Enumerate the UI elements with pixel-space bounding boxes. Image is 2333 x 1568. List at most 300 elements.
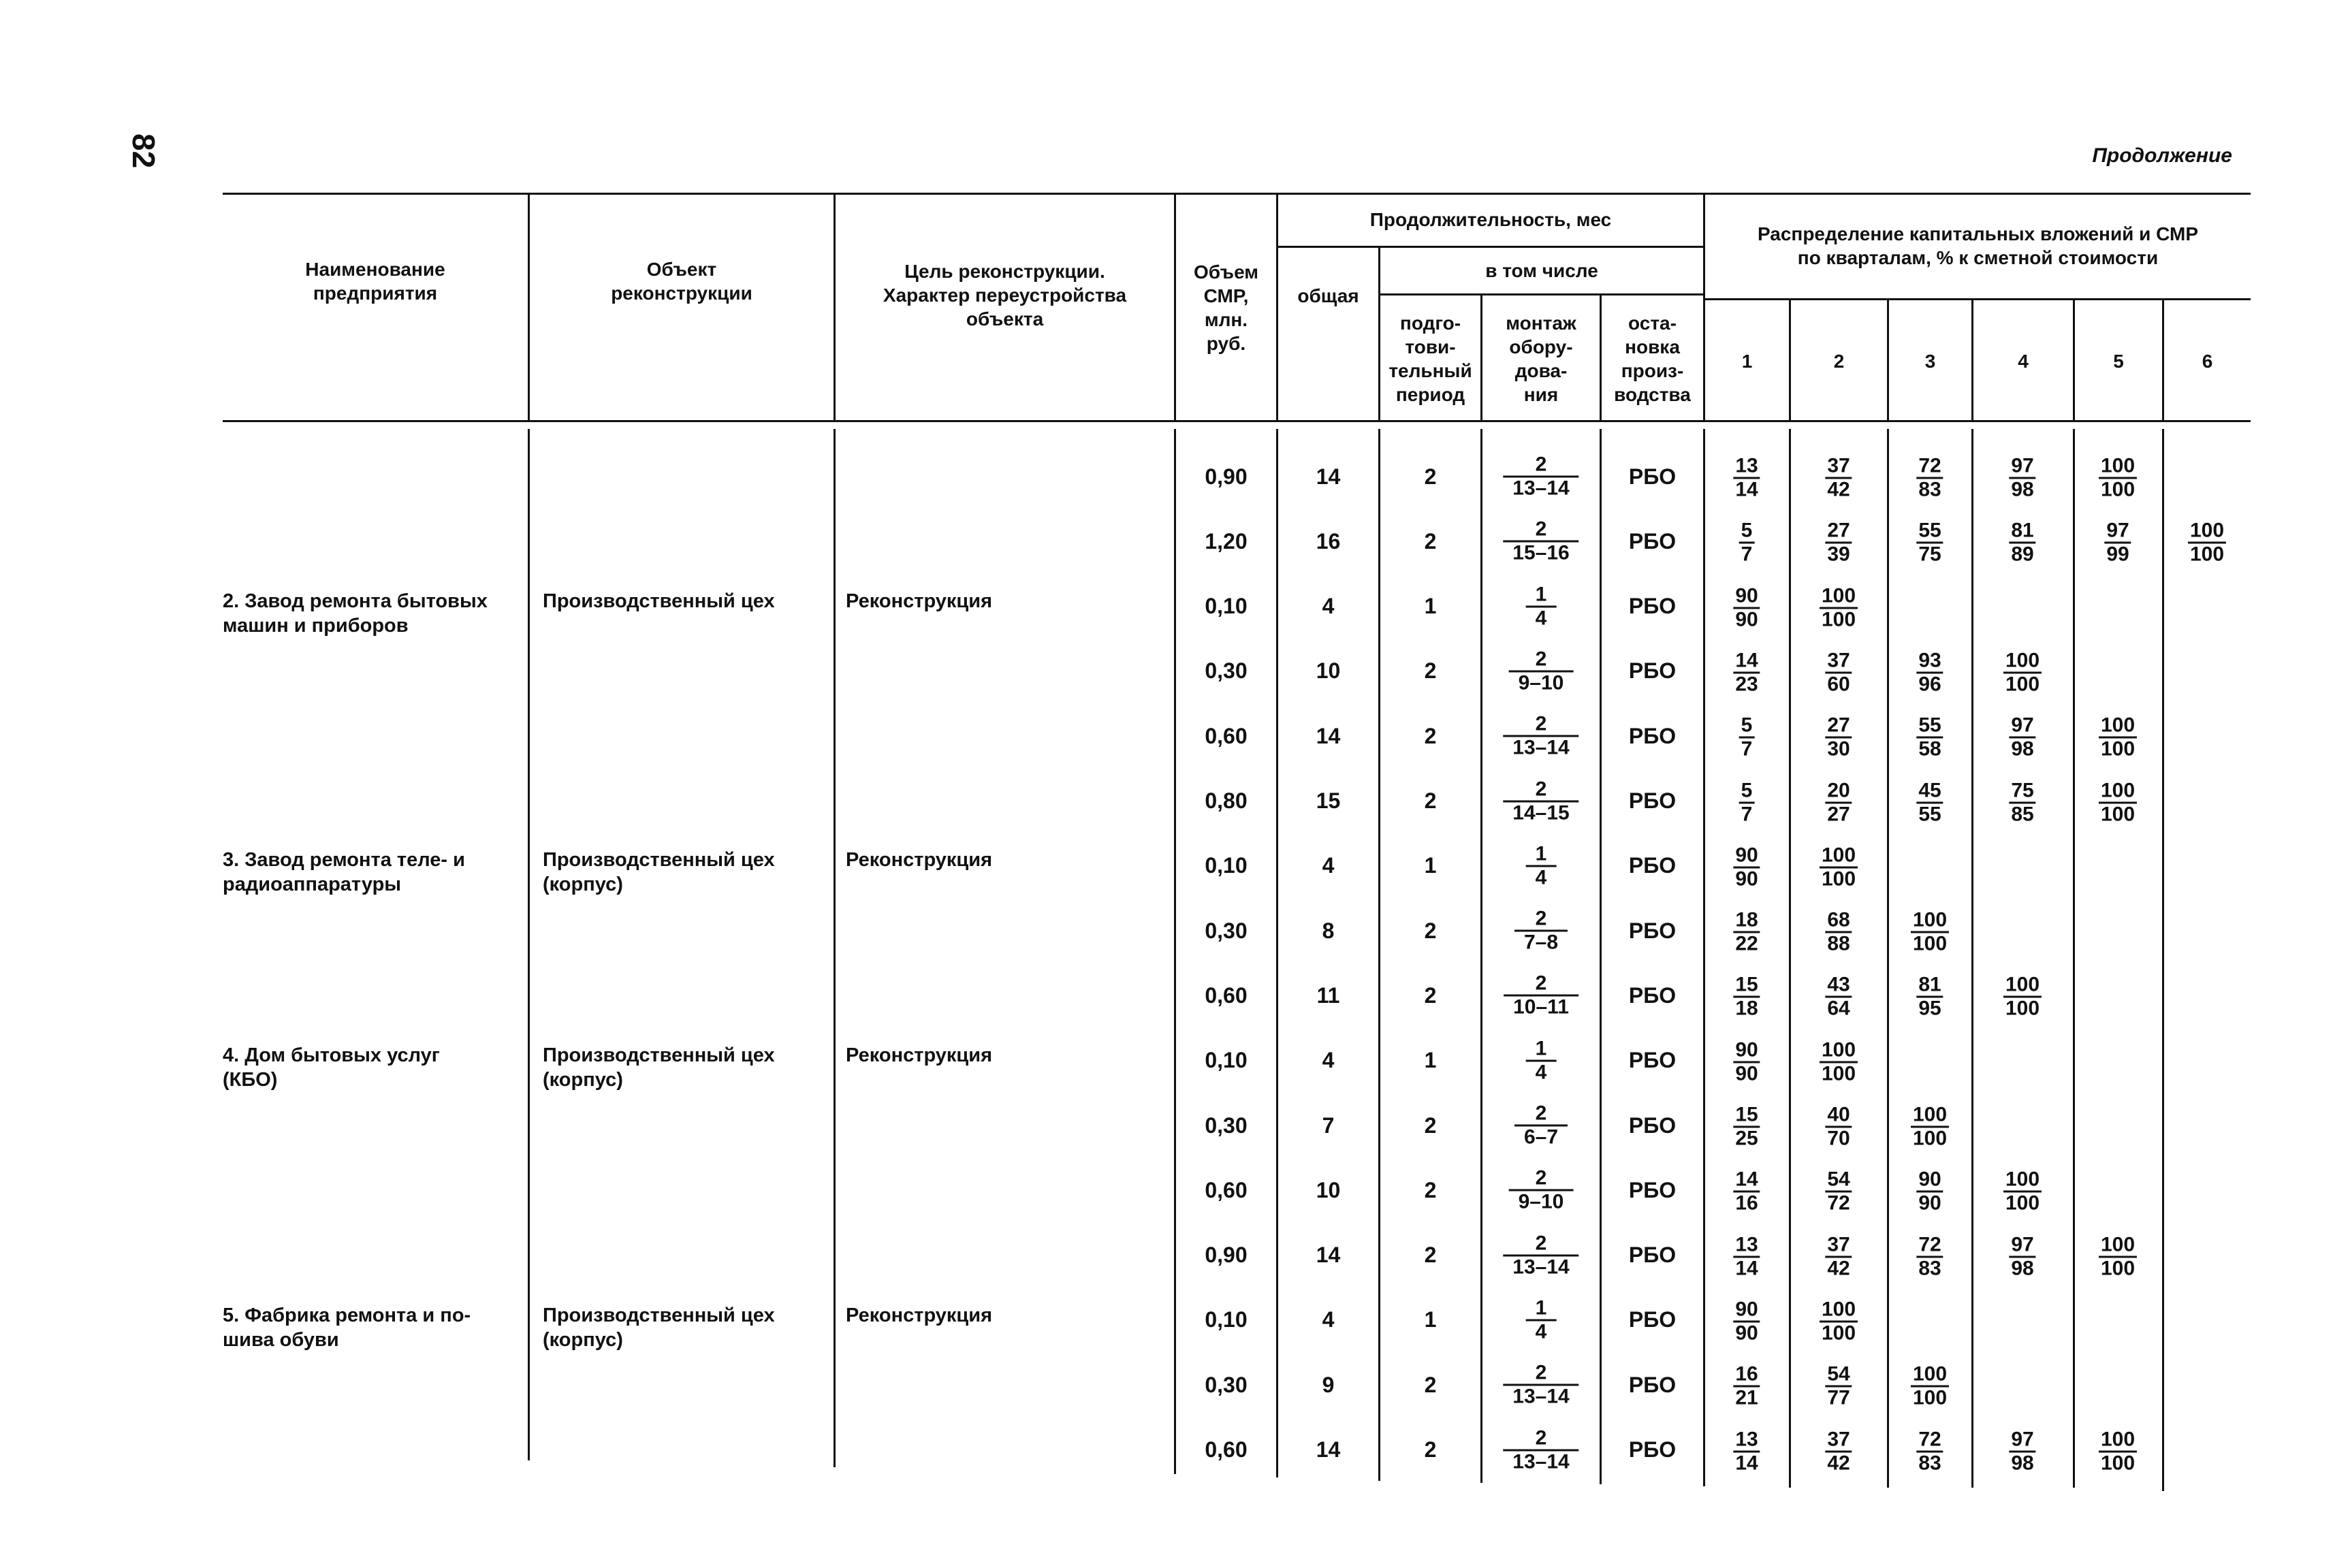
volume-cell: 0,60: [1205, 1437, 1248, 1462]
enterprise-name: 5. Фабрика ремонта и по- шива обуви: [223, 1305, 471, 1351]
fraction-numerator: 100: [2005, 1168, 2040, 1191]
montage-numerator: 2: [1535, 778, 1547, 800]
purpose-name: Реконструкция: [846, 1305, 992, 1326]
quarter-5-fraction: [2099, 455, 2137, 501]
quarter-2-fraction: [1825, 715, 1852, 761]
prep-period-cell: 2: [1424, 658, 1437, 684]
stop-production-cell: РБО: [1628, 1177, 1677, 1202]
fraction-numerator: 72: [1918, 1428, 1941, 1450]
fraction-numerator: 100: [2005, 649, 2040, 672]
fraction-denominator: 83: [1916, 1450, 1943, 1474]
fraction-denominator: 100: [2099, 737, 2137, 761]
quarter-3-fraction: [1916, 1428, 1943, 1474]
stop-production-cell: РБО: [1628, 658, 1677, 684]
quarter-3-fraction: [1916, 780, 1943, 825]
prep-period-cell: 1: [1424, 1048, 1437, 1073]
prep-period-cell: 2: [1424, 723, 1437, 748]
montage-denominator: 13–14: [1503, 1254, 1578, 1278]
quarter-1-fraction: [1733, 585, 1760, 630]
fraction-numerator: 100: [1912, 1362, 1948, 1386]
body-divider-stop: [1703, 429, 1705, 1486]
quarter-3-fraction: [1916, 974, 1943, 1020]
montage-numerator: 2: [1535, 1166, 1547, 1189]
fraction-denominator: 89: [2009, 542, 2035, 566]
total-months-cell: 8: [1322, 918, 1335, 943]
stop-production-cell: РБО: [1628, 464, 1677, 489]
fraction-numerator: 100: [1821, 844, 1856, 867]
montage-denominator: 9–10: [1509, 670, 1574, 694]
fraction-denominator: 90: [1733, 1320, 1760, 1344]
stop-production-cell: РБО: [1628, 982, 1677, 1008]
quarter-2-fraction: [1825, 1234, 1852, 1279]
header-quarter-6: 6: [2202, 351, 2213, 372]
quarter-1-fraction: [1733, 844, 1760, 890]
montage-fraction: [1526, 1297, 1557, 1343]
quarter-4-fraction: [2003, 1169, 2042, 1215]
montage-numerator: 2: [1535, 1426, 1547, 1449]
montage-denominator: 4: [1526, 1319, 1557, 1343]
montage-fraction: [1509, 1168, 1574, 1213]
quarter-1-fraction: [1739, 780, 1755, 825]
quarter-2-fraction: [1825, 1169, 1852, 1215]
quarter-3-fraction: [1916, 1234, 1943, 1279]
volume-cell: 0,30: [1205, 658, 1248, 684]
prep-period-cell: 2: [1424, 788, 1437, 813]
montage-numerator: 2: [1535, 972, 1547, 995]
fraction-denominator: 90: [1733, 1061, 1760, 1085]
fraction-denominator: 100: [2188, 542, 2226, 566]
quarter-6-fraction: [2188, 520, 2226, 566]
fraction-denominator: 27: [1825, 801, 1852, 825]
fraction-denominator: 100: [1820, 1061, 1858, 1085]
montage-fraction: [1504, 973, 1578, 1019]
fraction-numerator: 16: [1735, 1362, 1758, 1386]
total-months-cell: 11: [1316, 982, 1340, 1008]
fraction-numerator: 27: [1827, 519, 1850, 542]
fraction-numerator: 90: [1735, 1038, 1758, 1061]
total-months-cell: 16: [1316, 528, 1341, 554]
fraction-numerator: 100: [2100, 779, 2136, 801]
body-divider-enterprise: [528, 429, 530, 1460]
fraction-denominator: 88: [1825, 931, 1852, 955]
montage-numerator: 1: [1535, 842, 1547, 865]
montage-numerator: 2: [1535, 453, 1547, 476]
header-including: в том числе: [1485, 260, 1598, 281]
total-months-cell: 4: [1322, 1048, 1335, 1073]
total-months-cell: 4: [1322, 1307, 1335, 1332]
montage-fraction: [1503, 454, 1578, 500]
fraction-numerator: 37: [1827, 1428, 1850, 1450]
montage-denominator: 13–14: [1503, 735, 1578, 759]
fraction-denominator: 7: [1739, 801, 1755, 825]
prep-period-cell: 2: [1424, 1113, 1437, 1138]
fraction-denominator: 14: [1733, 1450, 1760, 1474]
quarter-3-fraction: [1916, 455, 1943, 501]
quarter-1-fraction: [1733, 455, 1760, 501]
stop-production-cell: РБО: [1628, 528, 1677, 554]
stop-production-cell: РБО: [1628, 1048, 1677, 1073]
body-divider-q3: [1971, 429, 1973, 1488]
montage-fraction: [1503, 1362, 1578, 1408]
volume-cell: 0,10: [1205, 594, 1248, 619]
fraction-denominator: 100: [2003, 1191, 2042, 1215]
montage-numerator: 1: [1535, 1037, 1547, 1060]
fraction-denominator: 90: [1916, 1191, 1943, 1215]
volume-cell: 0,60: [1205, 723, 1248, 748]
montage-fraction: [1509, 648, 1574, 694]
enterprise-name: 4. Дом бытовых услуг (КБО): [223, 1044, 440, 1091]
total-months-cell: 4: [1322, 594, 1335, 619]
enterprise-name: 3. Завод ремонта теле- и радиоаппаратуры: [223, 849, 465, 895]
montage-denominator: 13–14: [1503, 1384, 1578, 1408]
total-months-cell: 14: [1316, 1437, 1341, 1462]
montage-denominator: 14–15: [1503, 800, 1578, 824]
quarter-5-fraction: [2099, 1428, 2137, 1474]
fraction-denominator: 42: [1825, 1450, 1852, 1474]
object-name: Производственный цех (корпус): [543, 1044, 775, 1091]
header-quarter-2: 2: [1833, 351, 1845, 372]
enterprise-name: 2. Завод ремонта бытовых машин и приборов: [223, 590, 488, 637]
quarter-2-fraction: [1820, 585, 1858, 630]
fraction-numerator: 100: [2100, 1428, 2136, 1450]
header-object: Объект реконструкции: [611, 259, 752, 304]
header-duration: Продолжительность, мес: [1369, 208, 1612, 230]
fraction-numerator: 45: [1918, 779, 1941, 801]
fraction-numerator: 27: [1827, 714, 1850, 737]
total-months-cell: 15: [1316, 788, 1341, 813]
fraction-numerator: 100: [2100, 1233, 2136, 1256]
fraction-denominator: 98: [2009, 1450, 2035, 1474]
fraction-denominator: 98: [2009, 1255, 2035, 1279]
header-stop: оста- новка произ- водства: [1614, 313, 1691, 405]
prep-period-cell: 1: [1424, 1307, 1437, 1332]
fraction-numerator: 90: [1735, 584, 1758, 607]
fraction-denominator: 77: [1825, 1386, 1852, 1409]
fraction-numerator: 37: [1827, 1233, 1850, 1256]
prep-period-cell: 1: [1424, 594, 1437, 619]
fraction-numerator: 100: [2005, 973, 2040, 996]
fraction-denominator: 100: [2003, 996, 2042, 1020]
quarter-3-fraction: [1916, 520, 1943, 566]
fraction-numerator: 100: [1912, 908, 1948, 931]
fraction-numerator: 37: [1827, 649, 1850, 672]
fraction-numerator: 100: [1821, 1038, 1856, 1061]
quarter-2-fraction: [1825, 910, 1852, 955]
quarter-1-fraction: [1733, 1169, 1760, 1215]
fraction-denominator: 95: [1916, 996, 1943, 1020]
fraction-denominator: 100: [1911, 931, 1949, 955]
fraction-denominator: 90: [1733, 607, 1760, 630]
prep-period-cell: 2: [1424, 528, 1437, 554]
header-total: общая: [1297, 285, 1359, 306]
body-divider-q4: [2073, 429, 2075, 1488]
fraction-numerator: 43: [1827, 973, 1850, 996]
fraction-numerator: 97: [2011, 454, 2034, 477]
volume-cell: 0,10: [1205, 1307, 1248, 1332]
total-months-cell: 7: [1322, 1113, 1335, 1138]
quarter-4-fraction: [2003, 974, 2042, 1020]
volume-cell: 0,10: [1205, 853, 1248, 878]
fraction-denominator: 98: [2009, 477, 2035, 501]
stop-production-cell: РБО: [1628, 1307, 1677, 1332]
montage-denominator: 10–11: [1504, 995, 1578, 1019]
fraction-denominator: 22: [1733, 931, 1760, 955]
fraction-denominator: 83: [1916, 477, 1943, 501]
fraction-denominator: 100: [2099, 477, 2137, 501]
montage-fraction: [1526, 583, 1557, 629]
body-divider-object: [834, 429, 836, 1467]
object-name: Производственный цех (корпус): [543, 849, 775, 895]
quarter-1-fraction: [1733, 1428, 1760, 1474]
fraction-numerator: 54: [1827, 1168, 1850, 1191]
fraction-denominator: 100: [1911, 1386, 1949, 1409]
quarter-1-fraction: [1733, 1039, 1760, 1085]
quarter-2-fraction: [1825, 1104, 1852, 1150]
quarter-1-fraction: [1733, 650, 1760, 695]
body-divider-q5: [2162, 429, 2164, 1491]
prep-period-cell: 2: [1424, 918, 1437, 943]
quarter-2-fraction: [1825, 780, 1852, 825]
fraction-numerator: 55: [1918, 519, 1941, 542]
montage-fraction: [1503, 778, 1578, 824]
quarter-5-fraction: [2099, 1234, 2137, 1279]
stop-production-cell: РБО: [1628, 788, 1677, 813]
montage-denominator: 4: [1526, 865, 1557, 889]
fraction-numerator: 55: [1918, 714, 1941, 737]
fraction-denominator: 7: [1739, 542, 1755, 566]
fraction-denominator: 42: [1825, 1255, 1852, 1279]
fraction-denominator: 100: [1911, 1126, 1949, 1150]
stop-production-cell: РБО: [1628, 594, 1677, 619]
quarter-3-fraction: [1911, 1104, 1949, 1150]
quarter-3-fraction: [1911, 910, 1949, 955]
fraction-denominator: 18: [1733, 996, 1760, 1020]
fraction-denominator: 100: [2099, 1450, 2137, 1474]
purpose-name: Реконструкция: [846, 590, 992, 612]
header-quarter-4: 4: [2018, 351, 2029, 372]
header-quarter-5: 5: [2113, 351, 2124, 372]
montage-numerator: 1: [1535, 583, 1547, 606]
fraction-numerator: 97: [2011, 1233, 2034, 1256]
object-name: Производственный цех: [543, 590, 775, 612]
quarter-4-fraction: [2009, 780, 2035, 825]
fraction-numerator: 15: [1735, 973, 1758, 996]
quarter-3-fraction: [1911, 1364, 1949, 1409]
montage-denominator: 13–14: [1503, 476, 1578, 500]
fraction-numerator: 90: [1735, 1298, 1758, 1321]
montage-denominator: 4: [1526, 1059, 1557, 1083]
fraction-numerator: 37: [1827, 454, 1850, 477]
fraction-denominator: 90: [1733, 866, 1760, 890]
montage-denominator: 9–10: [1509, 1189, 1574, 1213]
quarter-3-fraction: [1916, 715, 1943, 761]
quarter-4-fraction: [2009, 520, 2035, 566]
fraction-denominator: 98: [2009, 737, 2035, 761]
header-montage: монтаж обору- дова- ния: [1506, 313, 1576, 405]
stop-production-cell: РБО: [1628, 723, 1677, 748]
fraction-numerator: 5: [1741, 714, 1753, 737]
total-months-cell: 14: [1316, 464, 1341, 489]
fraction-numerator: 18: [1735, 908, 1758, 931]
fraction-denominator: 70: [1825, 1126, 1852, 1150]
header-distribution: Распределение капитальных вложений и СМР по кварталам, % к сметной стоимости: [1757, 223, 2199, 268]
quarter-4-fraction: [2009, 455, 2035, 501]
fraction-denominator: 100: [2003, 671, 2042, 695]
quarter-2-fraction: [1820, 1298, 1858, 1344]
stop-production-cell: РБО: [1628, 1113, 1677, 1138]
volume-cell: 0,90: [1205, 1243, 1248, 1268]
fraction-numerator: 90: [1735, 844, 1758, 867]
quarter-5-fraction: [2099, 715, 2137, 761]
fraction-numerator: 40: [1827, 1103, 1850, 1126]
fraction-numerator: 100: [1912, 1103, 1948, 1126]
fraction-numerator: 93: [1918, 649, 1941, 672]
quarter-5-fraction: [2099, 780, 2137, 825]
total-months-cell: 14: [1316, 1243, 1341, 1268]
fraction-numerator: 13: [1735, 454, 1758, 477]
header-volume: Объем СМР, млн. руб.: [1193, 261, 1259, 354]
stop-production-cell: РБО: [1628, 853, 1677, 878]
stop-production-cell: РБО: [1628, 1372, 1677, 1397]
fraction-numerator: 14: [1735, 649, 1758, 672]
fraction-denominator: 72: [1825, 1191, 1852, 1215]
fraction-numerator: 100: [2100, 454, 2136, 477]
montage-fraction: [1503, 1232, 1578, 1278]
fraction-numerator: 15: [1735, 1103, 1758, 1126]
fraction-denominator: 75: [1916, 542, 1943, 566]
quarter-3-fraction: [1916, 650, 1943, 695]
prep-period-cell: 2: [1424, 1372, 1437, 1397]
quarter-2-fraction: [1825, 520, 1852, 566]
montage-numerator: 2: [1535, 712, 1547, 735]
fraction-numerator: 72: [1918, 1233, 1941, 1256]
quarter-2-fraction: [1825, 974, 1852, 1020]
montage-denominator: 6–7: [1514, 1125, 1568, 1149]
fraction-denominator: 100: [1820, 607, 1858, 630]
montage-denominator: 13–14: [1503, 1449, 1578, 1473]
fraction-denominator: 58: [1916, 737, 1943, 761]
fraction-numerator: 81: [1918, 973, 1941, 996]
fraction-numerator: 97: [2106, 519, 2129, 542]
header-purpose: Цель реконструкции. Характер переустройства объекта: [883, 260, 1127, 330]
quarter-4-fraction: [2009, 715, 2035, 761]
volume-cell: 0,60: [1205, 1177, 1248, 1202]
stop-production-cell: РБО: [1628, 918, 1677, 943]
montage-fraction: [1503, 714, 1578, 759]
fraction-numerator: 100: [1821, 584, 1856, 607]
fraction-denominator: 85: [2009, 801, 2035, 825]
page-number: 82: [126, 133, 161, 169]
volume-cell: 0,30: [1205, 1113, 1248, 1138]
montage-fraction: [1514, 1103, 1568, 1149]
fraction-numerator: 5: [1741, 779, 1753, 801]
fraction-denominator: 100: [1820, 1320, 1858, 1344]
prep-period-cell: 2: [1424, 464, 1437, 489]
prep-period-cell: 2: [1424, 1243, 1437, 1268]
volume-cell: 0,30: [1205, 918, 1248, 943]
quarter-1-fraction: [1733, 1298, 1760, 1344]
fraction-numerator: 13: [1735, 1233, 1758, 1256]
body-divider-q2: [1887, 429, 1889, 1488]
volume-cell: 0,60: [1205, 982, 1248, 1008]
quarter-4-fraction: [2009, 1428, 2035, 1474]
fraction-denominator: 100: [2099, 1255, 2137, 1279]
montage-fraction: [1526, 843, 1557, 889]
fraction-denominator: 39: [1825, 542, 1852, 566]
montage-numerator: 2: [1535, 1232, 1547, 1255]
fraction-numerator: 100: [2189, 519, 2225, 542]
purpose-name: Реконструкция: [846, 1044, 992, 1066]
continued-label: Продолжение: [2092, 144, 2232, 167]
fraction-denominator: 21: [1733, 1386, 1760, 1409]
volume-cell: 0,90: [1205, 464, 1248, 489]
montage-numerator: 2: [1535, 1102, 1547, 1125]
quarter-2-fraction: [1820, 1039, 1858, 1085]
fraction-denominator: 7: [1739, 737, 1755, 761]
object-name: Производственный цех (корпус): [543, 1305, 775, 1351]
stop-production-cell: РБО: [1628, 1437, 1677, 1462]
fraction-numerator: 100: [1821, 1298, 1856, 1321]
total-months-cell: 10: [1316, 1177, 1341, 1202]
fraction-denominator: 100: [1820, 866, 1858, 890]
fraction-numerator: 81: [2011, 519, 2034, 542]
fraction-numerator: 54: [1827, 1362, 1850, 1386]
body-divider-q1: [1789, 429, 1791, 1488]
prep-period-cell: 2: [1424, 1177, 1437, 1202]
header-prep: подго- тови- тельный период: [1388, 313, 1472, 405]
montage-numerator: 2: [1535, 907, 1547, 930]
montage-numerator: 2: [1535, 517, 1547, 541]
fraction-numerator: 97: [2011, 714, 2034, 737]
montage-fraction: [1514, 908, 1568, 954]
volume-cell: 0,10: [1205, 1048, 1248, 1073]
montage-numerator: 2: [1535, 1361, 1547, 1384]
fraction-denominator: 25: [1733, 1126, 1760, 1150]
fraction-numerator: 14: [1735, 1168, 1758, 1191]
fraction-numerator: 20: [1827, 779, 1850, 801]
fraction-denominator: 16: [1733, 1191, 1760, 1215]
montage-numerator: 2: [1535, 647, 1547, 671]
purpose-name: Реконструкция: [846, 849, 992, 871]
montage-denominator: 15–16: [1503, 541, 1578, 564]
montage-fraction: [1526, 1038, 1557, 1083]
quarter-3-fraction: [1916, 1169, 1943, 1215]
volume-cell: 0,80: [1205, 788, 1248, 813]
fraction-denominator: 23: [1733, 671, 1760, 695]
fraction-denominator: 83: [1916, 1255, 1943, 1279]
fraction-numerator: 97: [2011, 1428, 2034, 1450]
fraction-denominator: 100: [2099, 801, 2137, 825]
montage-denominator: 7–8: [1514, 930, 1568, 954]
quarter-2-fraction: [1825, 1364, 1852, 1409]
quarter-4-fraction: [2003, 650, 2042, 695]
quarter-2-fraction: [1825, 1428, 1852, 1474]
volume-cell: 0,30: [1205, 1372, 1248, 1397]
quarter-1-fraction: [1733, 910, 1760, 955]
fraction-numerator: 5: [1741, 519, 1753, 542]
quarter-1-fraction: [1739, 520, 1755, 566]
montage-numerator: 1: [1535, 1296, 1547, 1319]
fraction-numerator: 100: [2100, 714, 2136, 737]
fraction-numerator: 72: [1918, 454, 1941, 477]
prep-period-cell: 1: [1424, 853, 1437, 878]
quarter-1-fraction: [1733, 1234, 1760, 1279]
quarter-5-fraction: [2104, 520, 2131, 566]
volume-cell: 1,20: [1205, 528, 1248, 554]
fraction-denominator: 60: [1825, 671, 1852, 695]
total-months-cell: 9: [1322, 1372, 1335, 1397]
quarter-2-fraction: [1825, 650, 1852, 695]
